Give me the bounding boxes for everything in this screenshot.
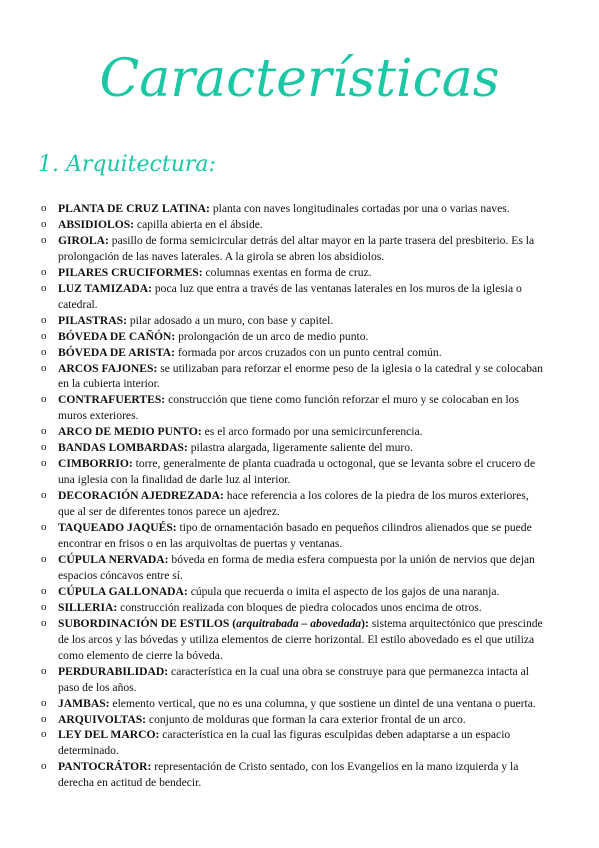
definition: columnas exentas en forma de cruz.: [202, 265, 372, 279]
bullet-icon: o: [41, 521, 47, 534]
term: PANTOCRÁTOR:: [58, 760, 152, 774]
bullet-icon: o: [41, 313, 47, 326]
definition: poca luz que entra a través de las ventanas laterales en los muros de la iglesia o catedral.: [58, 281, 522, 311]
term: CÚPULA NERVADA:: [58, 552, 169, 566]
definition: construcción realizada con bloques de piedra colocados unos encima de otros.: [117, 600, 482, 614]
definition-list: [41, 201, 546, 791]
list-item: [41, 361, 546, 393]
definition: característica en la cual las figuras esculpidas deben adaptarse a un espacio determinado.: [58, 728, 511, 758]
bullet-icon: o: [41, 616, 47, 629]
definition: elemento vertical, que no es una columna, y que sostiene un dintel de una ventana o puerta.: [109, 696, 536, 710]
bullet-icon: o: [41, 457, 47, 470]
term: CONTRAFUERTES:: [58, 393, 166, 407]
term: SUBORDINACIÓN DE ESTILOS (: [58, 616, 237, 630]
list-item: [41, 217, 546, 233]
list-item: [41, 712, 546, 728]
bullet-icon: o: [41, 361, 47, 374]
term: ARQUIVOLTAS:: [58, 712, 147, 726]
bullet-icon: o: [41, 425, 47, 438]
definition: construcción que tiene como función reforzar el muro y se colocaban en los muros exteriores.: [58, 393, 519, 423]
list-item: [41, 520, 546, 552]
definition: planta con naves longitudinales cortadas por una o varias naves.: [209, 202, 510, 215]
bullet-icon: o: [41, 600, 47, 613]
definition: torre, generalmente de planta cuadrada u octogonal, que se levanta sobre el crucero de una iglesia con la finalidad de darle luz al interior.: [58, 457, 536, 487]
list-item: [41, 759, 546, 791]
bullet-icon: o: [41, 217, 47, 230]
list-item: [41, 584, 546, 600]
list-item: [41, 600, 546, 616]
definition: pasillo de forma semicircular detrás del altar mayor en la parte trasera del presbiterio. Es la prolongación de las naves laterales. A la girola se abren los absidiolos.: [58, 233, 535, 263]
term: BÓVEDA DE CAÑÓN:: [58, 329, 176, 343]
bullet-icon: o: [41, 584, 47, 597]
list-item: [41, 488, 546, 520]
term-suffix: ):: [361, 616, 369, 630]
list-item: [41, 265, 546, 281]
list-item: [41, 329, 546, 345]
section-heading: 1. Arquitectura:: [38, 152, 216, 177]
list-item: [41, 424, 546, 440]
bullet-icon: o: [41, 281, 47, 294]
term: JAMBAS:: [58, 696, 110, 710]
bullet-icon: o: [41, 345, 47, 358]
term: LUZ TAMIZADA:: [58, 281, 152, 295]
list-item: [41, 201, 546, 217]
definition: pilastra alargada, ligeramente saliente del muro.: [187, 441, 413, 455]
list-item: [41, 313, 546, 329]
definition: es el arco formado por una semicircunferencia.: [201, 425, 423, 439]
definition: hace referencia a los colores de la piedra de los muros exteriores, que al ser de diferentes tonos parece un ajedrez.: [58, 489, 529, 519]
definition: representación de Cristo sentado, con los Evangelios en la mano izquierda y la derecha en actitud de bendecir.: [58, 760, 519, 790]
list-item: [41, 552, 546, 584]
term: PERDURABILIDAD:: [58, 664, 169, 678]
bullet-icon: o: [41, 664, 47, 677]
term: BANDAS LOMBARDAS:: [58, 441, 188, 455]
list-item: [41, 616, 546, 664]
bullet-icon: o: [41, 393, 47, 406]
bullet-icon: o: [41, 233, 47, 246]
term: PLANTA DE CRUZ LATINA:: [58, 202, 210, 215]
term: CÚPULA GALLONADA:: [58, 584, 188, 598]
term: PILASTRAS:: [58, 313, 127, 327]
bullet-icon: o: [41, 760, 47, 773]
list-item: [41, 664, 546, 696]
list-item: [41, 456, 546, 488]
bullet-icon: o: [41, 489, 47, 502]
definition: formada por arcos cruzados con un punto central común.: [175, 345, 442, 359]
term: CIMBORRIO:: [58, 457, 133, 471]
term: PILARES CRUCIFORMES:: [58, 265, 203, 279]
term: BÓVEDA DE ARISTA:: [58, 345, 176, 359]
bullet-icon: o: [41, 552, 47, 565]
list-item: [41, 281, 546, 313]
list-item: [41, 696, 546, 712]
bullet-icon: o: [41, 728, 47, 741]
bullet-icon: o: [41, 329, 47, 342]
list-item: [41, 345, 546, 361]
list-item: [41, 233, 546, 265]
list-item: [41, 727, 546, 759]
term: ARCOS FAJONES:: [58, 361, 158, 375]
definition: prolongación de un arco de medio punto.: [175, 329, 369, 343]
bullet-icon: o: [41, 712, 47, 725]
term: ARCO DE MEDIO PUNTO:: [58, 425, 202, 439]
term: ABSIDIOLOS:: [58, 217, 135, 231]
bullet-icon: o: [41, 441, 47, 454]
page-title: Características: [99, 49, 500, 109]
definition: característica en la cual una obra se construye para que permanezca intacta al paso de los años.: [58, 664, 529, 694]
definition: sistema arquitectónico que prescinde de los arcos y las bóvedas y utiliza elementos de cierre horizontal. El estilo abovedado es el que utiliza como elemento de cierre la bóveda.: [58, 616, 543, 662]
definition: cúpula que recuerda o imita el aspecto de los gajos de una naranja.: [187, 584, 500, 598]
definition: conjunto de molduras que forman la cara exterior frontal de un arco.: [146, 712, 466, 726]
term: LEY DEL MARCO:: [58, 728, 160, 742]
definition: bóveda en forma de media esfera compuesta por la unión de nervios que dejan espacios cóncavos entre sí.: [58, 552, 535, 582]
definition: pilar adosado a un muro, con base y capitel.: [126, 313, 334, 327]
definition: capilla abierta en el ábside.: [134, 217, 263, 231]
term-emphasis: arquitrabada – abovedada: [236, 616, 362, 630]
list-item: [41, 392, 546, 424]
bullet-icon: o: [41, 202, 47, 214]
term: DECORACIÓN AJEDREZADA:: [58, 489, 224, 503]
bullet-icon: o: [41, 265, 47, 278]
definition: se utilizaban para reforzar el enorme peso de la iglesia o la catedral y se colocaban en la cubierta interior.: [58, 361, 543, 391]
term: SILLERIA:: [58, 600, 118, 614]
bullet-icon: o: [41, 696, 47, 709]
term: GIROLA:: [58, 233, 109, 247]
list-item: [41, 440, 546, 456]
definition: tipo de ornamentación basado en pequeños cilindros alienados que se puede encontrar en frisos o en las arquivoltas de puertas y ventanas.: [58, 521, 532, 551]
term: TAQUEADO JAQUÉS:: [58, 521, 177, 535]
